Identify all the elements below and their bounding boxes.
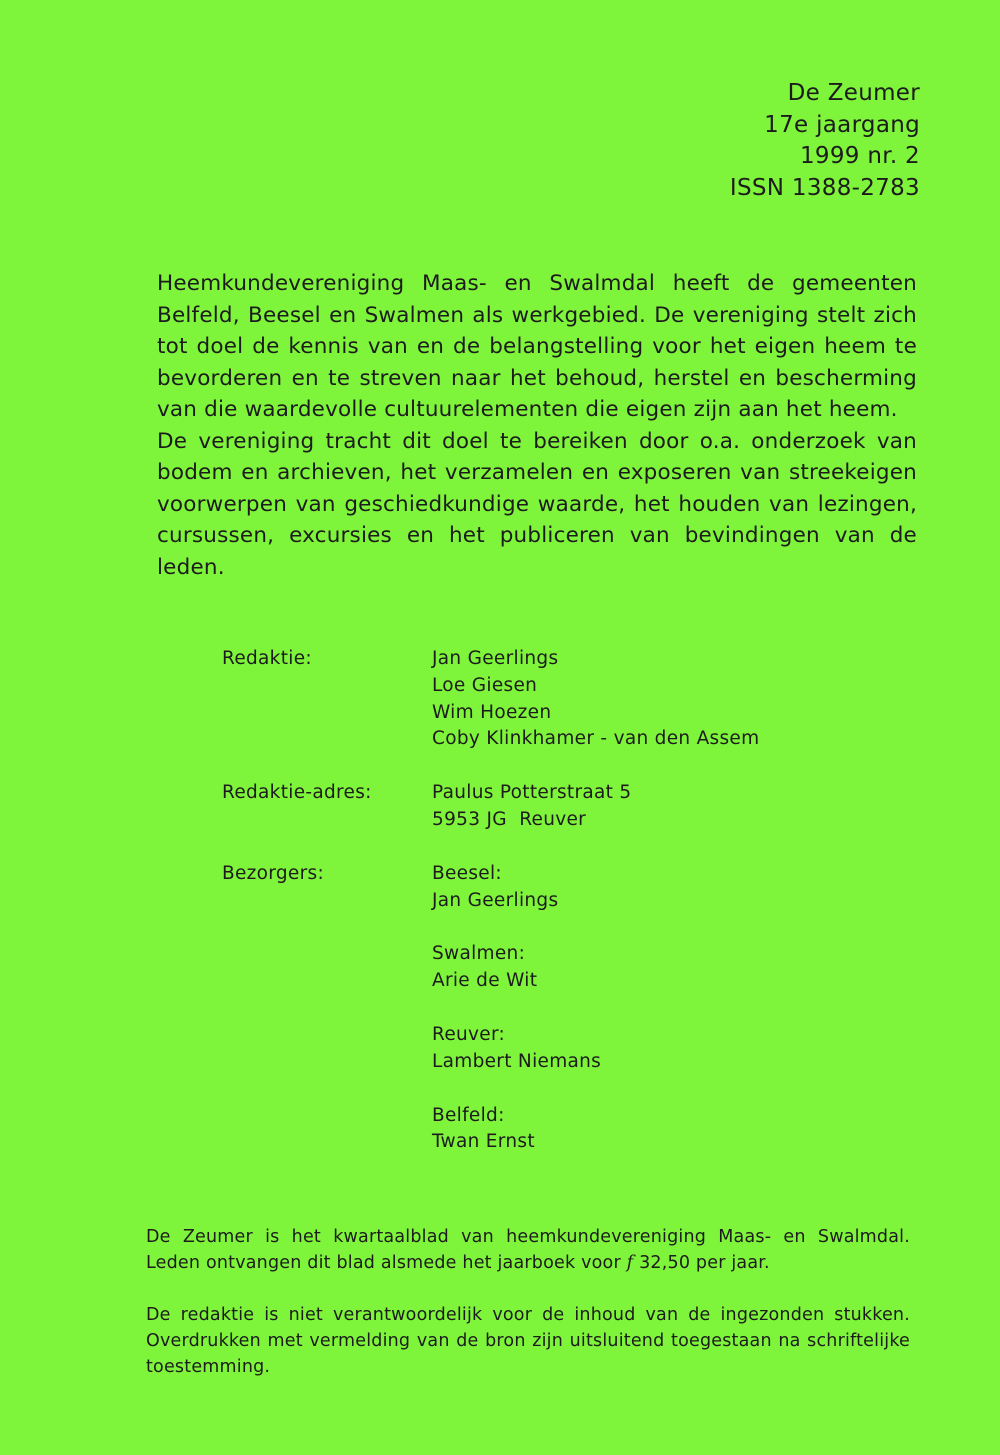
redaktie-member: Loe Giesen xyxy=(432,674,538,696)
subscription-note xyxy=(146,1224,910,1276)
address-city: 5953 JG Reuver xyxy=(432,808,587,830)
intro-paragraph-2: De vereniging tracht dit doel te bereiken door o.a. onderzoek van bodem en archieven, het verzamelen en exposeren van streekeigen voorwerpen van geschiedkundige waarde, het houden van lezingen, cursussen, excursies en het publiceren van bevindingen van de leden. xyxy=(157,428,917,580)
redaktie-row xyxy=(222,646,759,753)
bezorger-place: Beesel: xyxy=(432,862,502,884)
intro-paragraph-1: Heemkundevereniging Maas- en Swalmdal heeft de gemeenten Belfeld, Beesel en Swalmen als werkgebied. De vereniging stelt zich tot doel de kennis van en de belangstelling voor het eigen heem te bevorderen en te streven naar het behoud, herstel en bescherming van die waardevolle cultuurelementen die eigen zijn aan het heem. xyxy=(157,271,917,422)
bezorger-place: Swalmen: xyxy=(432,943,526,965)
redaktie-label: Redaktie: xyxy=(222,648,312,669)
address-value xyxy=(432,780,631,834)
masthead xyxy=(730,78,920,204)
bezorger-entry xyxy=(432,1103,601,1157)
subscription-price: 32,50 per jaar. xyxy=(639,1253,770,1273)
bezorger-place: Belfeld: xyxy=(432,1104,505,1126)
subscription-info: De Zeumer is het kwartaalblad van heemkundevereniging Maas- en Swalmdal. Leden ontvangen dit blad alsmede het jaarboek voor xyxy=(146,1227,910,1273)
bezorger-name: Lambert Niemans xyxy=(432,1050,602,1072)
intro-text xyxy=(157,268,917,583)
bezorger-place: Reuver: xyxy=(432,1023,506,1045)
bezorger-name: Jan Geerlings xyxy=(432,889,559,911)
publication-title: De Zeumer xyxy=(787,80,920,106)
bezorger-entry xyxy=(432,941,601,995)
bezorgers-list xyxy=(432,861,601,1156)
bezorgers-row xyxy=(222,861,759,1156)
bezorger-entry xyxy=(432,1022,601,1076)
bezorger-name: Twan Ernst xyxy=(432,1131,535,1153)
redaktie-members xyxy=(432,646,759,753)
bezorger-entry xyxy=(432,861,601,915)
address-label: Redaktie-adres: xyxy=(222,782,372,804)
issn: ISSN 1388-2783 xyxy=(729,174,920,201)
disclaimer-text: De redaktie is niet verantwoordelijk voor de inhoud van de ingezonden stukken. Overdrukken met vermelding van de bron zijn uitsluitend toegestaan na schriftelijke toestemming. xyxy=(146,1305,910,1377)
subscription-text xyxy=(146,1224,910,1276)
bezorger-name: Arie de Wit xyxy=(432,970,538,992)
issue-number: 1999 nr. 2 xyxy=(799,143,920,169)
redaktie-member: Wim Hoezen xyxy=(432,701,552,723)
address-row xyxy=(222,780,759,834)
colophon xyxy=(222,646,759,1156)
currency-symbol: f xyxy=(626,1253,634,1273)
redaktie-member: Jan Geerlings xyxy=(432,648,559,669)
redaktie-member: Coby Klinkhamer - van den Assem xyxy=(432,728,760,750)
bezorgers-label: Bezorgers: xyxy=(222,862,324,884)
address-street: Paulus Potterstraat 5 xyxy=(432,782,632,804)
volume: 17e jaargang xyxy=(764,111,920,138)
disclaimer-note xyxy=(146,1302,910,1380)
